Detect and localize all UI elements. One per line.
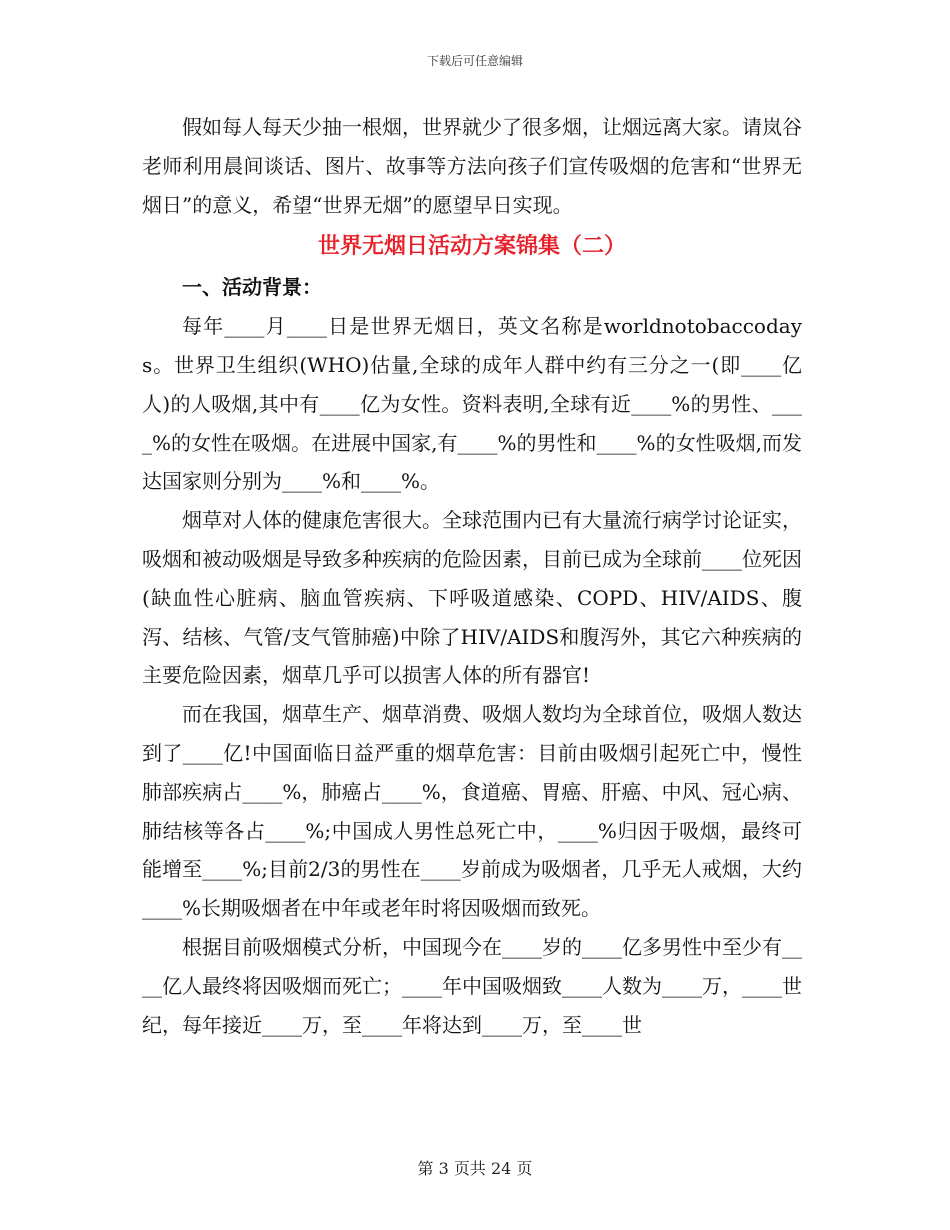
- document-body: [142, 108, 802, 1044]
- paragraph-smoking-stats: 每年____月____日是世界无烟日，英文名称是worldnotobaccodays。世界卫生组织(WHO)估量,全球的成年人群中约有三分之一(即____亿人)的人吸烟,其中有____亿为女性。资料表明,全球有近____%的男性、____%的女性在吸烟。在进展中国家,有____%的男性和____%的女性吸烟,而发达国家则分别为____%和____%。: [142, 314, 802, 494]
- subheading-background: 一、活动背景：: [182, 275, 322, 300]
- paragraph-health-harm: 烟草对人体的健康危害很大。全球范围内已有大量流行病学讨论证实，吸烟和被动吸烟是导致多种疾病的危险因素，目前已成为全球前____位死因(缺血性心脏病、脑血管疾病、下呼吸道感染、COPD、HIV/AIDS、腹泻、结核、气管/支气管肺癌)中除了HIV/AIDS和腹泻外，其它六种疾病的主要危险因素，烟草几乎可以损害人体的所有器官!: [142, 508, 802, 688]
- page-footer: 第 3 页共 24 页: [417, 1159, 533, 1178]
- intro-paragraph: 假如每人每天少抽一根烟，世界就少了很多烟，让烟远离大家。请岚谷老师利用晨间谈话、图片、故事等方法向孩子们宣传吸烟的危害和“世界无烟日”的意义，希望“世界无烟”的愿望早日实现。: [142, 115, 802, 217]
- paragraph-china-situation: 而在我国，烟草生产、烟草消费、吸烟人数均为全球首位，吸烟人数达到了____亿!中国面临日益严重的烟草危害：目前由吸烟引起死亡中，慢性肺部疾病占____%，肺癌占____%，食道癌、胃癌、肝癌、中风、冠心病、肺结核等各占____%;中国成人男性总死亡中，____%归因于吸烟，最终可能增至____%;目前2/3的男性在____岁前成为吸烟者，几乎无人戒烟，大约____%长期吸烟者在中年或老年时将因吸烟而致死。: [142, 702, 802, 921]
- paragraph-projection: 根据目前吸烟模式分析，中国现今在____岁的____亿多男性中至少有____亿人最终将因吸烟而死亡；____年中国吸烟致____人数为____万，____世纪，每年接近____万，至____年将达到____万，至____世: [142, 934, 802, 1037]
- section-title: 世界无烟日活动方案锦集（二）: [317, 233, 626, 260]
- page-header: 下载后可任意编辑: [426, 54, 523, 68]
